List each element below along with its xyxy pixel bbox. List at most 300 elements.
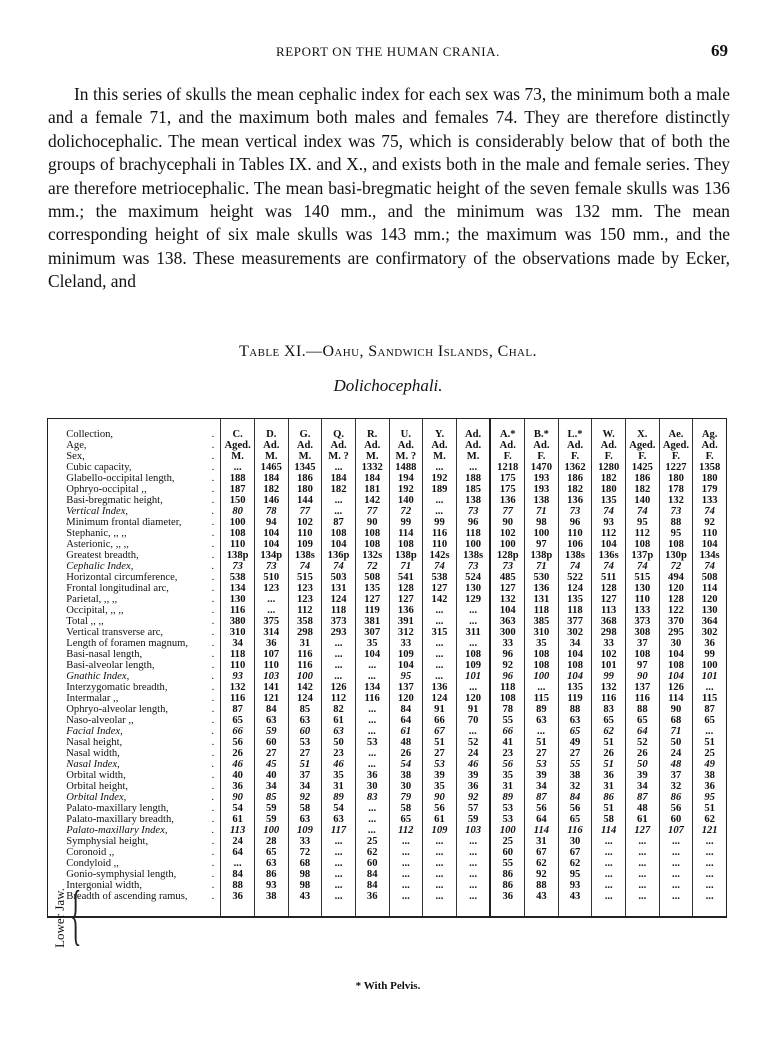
table-cell: 92 (490, 660, 524, 671)
row-label-cell (62, 572, 221, 583)
table-cell: 104 (355, 649, 389, 660)
table-cell: ... (456, 869, 490, 880)
table-cell: 108 (490, 693, 524, 704)
table-cell: 118 (558, 605, 592, 616)
table-cell: 36 (693, 781, 727, 792)
table-cell: 62 (525, 858, 559, 869)
table-cell: 91 (423, 704, 457, 715)
leader-dot: . (211, 550, 215, 561)
table-cell: 136 (558, 495, 592, 506)
table-cell: 146 (254, 495, 288, 506)
table-cell: 1465 (254, 462, 288, 473)
row-label: Orbital height, (66, 781, 129, 792)
table-cell: ... (221, 858, 255, 869)
table-cell: 80 (221, 506, 255, 517)
table-row (48, 704, 727, 715)
table-cell: 108 (525, 660, 559, 671)
table-cell: 138 (525, 495, 559, 506)
table-cell: 1227 (659, 462, 693, 473)
table-cell: 136 (389, 605, 423, 616)
table-cell: 30 (659, 638, 693, 649)
table-cell: 70 (456, 715, 490, 726)
row-label-cell (62, 506, 221, 517)
table-cell: 1488 (389, 462, 423, 473)
table-cell: ... (592, 891, 626, 916)
table-cell: 63 (558, 715, 592, 726)
table-row (48, 825, 727, 836)
table-cell: 391 (389, 616, 423, 627)
table-cell: 98 (288, 869, 322, 880)
table-cell: Y. (423, 419, 457, 440)
table-cell: 92 (525, 869, 559, 880)
row-label-cell (62, 781, 221, 792)
table-cell: 124 (558, 583, 592, 594)
table-cell: 127 (490, 583, 524, 594)
table-cell: 515 (288, 572, 322, 583)
table-cell: M. (254, 451, 288, 462)
row-gutter (48, 759, 63, 770)
table-cell: 101 (592, 660, 626, 671)
table-cell: 74 (626, 561, 660, 572)
leader-dot: . (211, 649, 215, 660)
table-cell: 109 (288, 825, 322, 836)
table-cell: 132 (659, 495, 693, 506)
table-cell: 90 (355, 517, 389, 528)
table-cell: 73 (490, 561, 524, 572)
table-cell: 27 (254, 748, 288, 759)
table-cell: 120 (693, 594, 727, 605)
table-cell: ... (592, 858, 626, 869)
table-cell: 51 (592, 737, 626, 748)
table-cell: M. (355, 451, 389, 462)
table-cell: ... (423, 891, 457, 916)
row-label: Coronoid ,, (66, 847, 115, 858)
table-row (48, 726, 727, 737)
table-cell: 116 (558, 825, 592, 836)
table-cell: Aged. (659, 440, 693, 451)
table-cell: 65 (221, 715, 255, 726)
table-cell: 59 (254, 803, 288, 814)
table-cell: 123 (254, 583, 288, 594)
table-cell: 92 (693, 517, 727, 528)
table-cell: 508 (693, 572, 727, 583)
table-cell: 109 (389, 649, 423, 660)
row-label: Glabello-occipital length, (66, 473, 175, 484)
table-cell: 182 (322, 484, 356, 495)
table-cell: 293 (322, 627, 356, 638)
leader-dot: . (211, 473, 215, 484)
table-cell: ... (626, 847, 660, 858)
table-cell: 38 (389, 770, 423, 781)
table-cell: ... (322, 847, 356, 858)
table-cell: ... (525, 726, 559, 737)
table-cell: 60 (288, 726, 322, 737)
table-cell: 53 (423, 759, 457, 770)
table-cell: 187 (221, 484, 255, 495)
leader-dot: . (211, 627, 215, 638)
table-cell: ... (626, 858, 660, 869)
table-cell: 123 (288, 583, 322, 594)
table-cell: 55 (558, 759, 592, 770)
table-cell: 64 (389, 715, 423, 726)
table-cell: ... (423, 869, 457, 880)
table-cell: ... (592, 847, 626, 858)
row-label-cell (62, 627, 221, 638)
table-cell: Ad. (490, 440, 524, 451)
table-cell: 150 (221, 495, 255, 506)
table-cell: 124 (288, 693, 322, 704)
table-cell: 25 (693, 748, 727, 759)
table-cell: 46 (322, 759, 356, 770)
table-cell: 97 (525, 539, 559, 550)
table-cell: 142 (288, 682, 322, 693)
row-label-cell (62, 847, 221, 858)
table-cell: 140 (626, 495, 660, 506)
table-cell: 27 (423, 748, 457, 759)
table-cell: 93 (558, 880, 592, 891)
table-cell: 136s (592, 550, 626, 561)
table-cell: 298 (288, 627, 322, 638)
row-gutter (48, 693, 63, 704)
row-gutter (48, 638, 63, 649)
table-cell: 65 (693, 715, 727, 726)
table-cell: 37 (288, 770, 322, 781)
table-cell: 62 (355, 847, 389, 858)
row-label-cell (62, 561, 221, 572)
table-cell: 31 (490, 781, 524, 792)
table-cell: ... (322, 506, 356, 517)
row-label: Interzygomatic breadth, (66, 682, 168, 693)
table-cell: 48 (626, 803, 660, 814)
leader-dot: . (211, 638, 215, 649)
row-gutter (48, 847, 63, 858)
row-gutter (48, 803, 63, 814)
table-cell: ... (659, 858, 693, 869)
table-cell: 36 (355, 891, 389, 916)
table-cell: 86 (490, 880, 524, 891)
row-label: Palato-maxillary length, (66, 803, 169, 814)
row-label-cell (62, 836, 221, 847)
table-cell: 192 (423, 473, 457, 484)
table-cell: 52 (626, 737, 660, 748)
leader-dot: . (211, 451, 215, 462)
leader-dot: . (211, 803, 215, 814)
leader-dot: . (211, 517, 215, 528)
table-cell: ... (423, 858, 457, 869)
table-cell: 34 (525, 781, 559, 792)
table-cell: 45 (254, 759, 288, 770)
table-cell: 57 (456, 803, 490, 814)
table-cell: 300 (490, 627, 524, 638)
table-cell: 108 (355, 539, 389, 550)
table-cell: 63 (322, 814, 356, 825)
table-cell: 37 (659, 770, 693, 781)
table-cell: 124 (322, 594, 356, 605)
table-cell: ... (659, 880, 693, 891)
row-label: Palato-maxillary breadth, (66, 814, 174, 825)
table-cell: 74 (626, 506, 660, 517)
table-cell: 78 (490, 704, 524, 715)
table-cell: 60 (659, 814, 693, 825)
leader-dot: . (211, 869, 215, 880)
table-cell: 51 (288, 759, 322, 770)
table-cell: 194 (389, 473, 423, 484)
table-cell: 114 (659, 693, 693, 704)
table-cell: 88 (626, 704, 660, 715)
table-cell: 121 (254, 693, 288, 704)
leader-dot: . (211, 572, 215, 583)
table-cell: 71 (389, 561, 423, 572)
table-cell: 130 (626, 583, 660, 594)
table-cell: 86 (592, 792, 626, 803)
table-cell: 175 (490, 484, 524, 495)
table-cell: 98 (525, 517, 559, 528)
table-cell: 26 (626, 748, 660, 759)
table-cell: 25 (355, 836, 389, 847)
table-cell: ... (423, 462, 457, 473)
table-cell: 314 (254, 627, 288, 638)
leader-dot: . (211, 770, 215, 781)
table-cell: 302 (558, 627, 592, 638)
table-cell: 102 (288, 517, 322, 528)
table-cell: 65 (626, 715, 660, 726)
table-cell: 39 (626, 770, 660, 781)
table-cell: 110 (693, 528, 727, 539)
table-cell: 66 (221, 726, 255, 737)
table-cell: 87 (525, 792, 559, 803)
table-cell: 72 (355, 561, 389, 572)
leader-dot: . (211, 781, 215, 792)
table-cell: 50 (322, 737, 356, 748)
table-cell: F. (525, 451, 559, 462)
table-row (48, 671, 727, 682)
table-cell: ... (389, 869, 423, 880)
table-cell: U. (389, 419, 423, 440)
leader-dot: . (211, 506, 215, 517)
table-cell: 31 (322, 781, 356, 792)
row-gutter (48, 572, 63, 583)
table-cell: 120 (389, 693, 423, 704)
table-cell: 385 (525, 616, 559, 627)
table-cell: 87 (626, 792, 660, 803)
table-cell: 83 (355, 792, 389, 803)
table-cell: Ad. (558, 440, 592, 451)
table-cell: 131 (525, 594, 559, 605)
table-cell: 114 (525, 825, 559, 836)
table-cell: ... (355, 671, 389, 682)
table-cell: 108 (659, 539, 693, 550)
table-cell: 108 (456, 649, 490, 660)
row-gutter (48, 440, 63, 451)
table-cell: 132 (592, 682, 626, 693)
table-cell: 51 (423, 737, 457, 748)
table-cell: 103 (456, 825, 490, 836)
table-cell: 112 (592, 528, 626, 539)
row-label: Symphysial height, (66, 836, 149, 847)
table-cell: 34 (254, 781, 288, 792)
table-cell: 84 (389, 704, 423, 715)
table-cell: ... (355, 704, 389, 715)
table-cell: 110 (254, 660, 288, 671)
table-cell: 96 (490, 671, 524, 682)
table-cell: 120 (456, 693, 490, 704)
table-cell: 65 (558, 726, 592, 737)
leader-dot: . (211, 847, 215, 858)
table-cell: 24 (456, 748, 490, 759)
row-label: Vertical Index, (66, 506, 129, 517)
table-row (48, 561, 727, 572)
table-cell: 72 (288, 847, 322, 858)
table-row (48, 792, 727, 803)
table-cell: 64 (221, 847, 255, 858)
table-cell: 308 (626, 627, 660, 638)
table-cell: 62 (592, 726, 626, 737)
table-cell: 96 (456, 517, 490, 528)
table-cell: 90 (221, 792, 255, 803)
leader-dot: . (211, 462, 215, 473)
table-cell: 180 (659, 473, 693, 484)
table-cell: 36 (592, 770, 626, 781)
table-cell: 108 (558, 660, 592, 671)
table-cell: 23 (490, 748, 524, 759)
table-cell: 58 (389, 803, 423, 814)
table-cell: 116 (221, 605, 255, 616)
table-cell: 53 (490, 803, 524, 814)
table-row (48, 770, 727, 781)
table-cell: F. (659, 451, 693, 462)
table-cell: 515 (626, 572, 660, 583)
row-label-cell (62, 770, 221, 781)
table-row (48, 858, 727, 869)
table-cell: 89 (490, 792, 524, 803)
row-label-cell (62, 803, 221, 814)
table-cell: 56 (490, 759, 524, 770)
table-cell: 135 (558, 682, 592, 693)
table-cell: 43 (558, 891, 592, 916)
table-cell: 74 (592, 561, 626, 572)
row-label: Parietal, ,, ,, (66, 594, 118, 605)
table-cell: 62 (693, 814, 727, 825)
table-cell: 104 (558, 671, 592, 682)
table-cell: 192 (389, 484, 423, 495)
running-head-title: REPORT ON THE HUMAN CRANIA. (275, 44, 501, 59)
table-row (48, 880, 727, 891)
table-cell: 132 (221, 682, 255, 693)
table-cell: ... (322, 880, 356, 891)
table-cell: 134s (693, 550, 727, 561)
row-gutter (48, 792, 63, 803)
table-cell: ... (592, 869, 626, 880)
table-cell: 107 (659, 825, 693, 836)
row-gutter (48, 506, 63, 517)
row-label-cell (62, 594, 221, 605)
table-cell: 144 (288, 495, 322, 506)
row-label: Orbital width, (66, 770, 126, 781)
table-cell: 73 (456, 561, 490, 572)
row-label: Breadth of ascending ramus, (66, 891, 188, 902)
table-cell: ... (456, 847, 490, 858)
table-cell: 102 (490, 528, 524, 539)
table-cell: 110 (626, 594, 660, 605)
table-cell: 128 (659, 594, 693, 605)
row-label-cell (62, 550, 221, 561)
leader-dot: . (211, 440, 215, 451)
table-cell: 25 (490, 836, 524, 847)
row-label: Palato-maxillary Index, (66, 825, 168, 836)
table-cell: 58 (288, 803, 322, 814)
row-label-cell (62, 440, 221, 451)
leader-dot: . (211, 759, 215, 770)
table-cell: 104 (659, 649, 693, 660)
table-cell: ... (355, 726, 389, 737)
table-cell: 113 (592, 605, 626, 616)
table-cell: 95 (659, 528, 693, 539)
table-cell: 34 (288, 781, 322, 792)
row-label-cell (62, 517, 221, 528)
row-gutter (48, 649, 63, 660)
table-cell: 61 (221, 814, 255, 825)
row-gutter (48, 682, 63, 693)
table-cell: F. (592, 451, 626, 462)
table-cell: 530 (525, 572, 559, 583)
leader-dot: . (211, 792, 215, 803)
table-cell: 1218 (490, 462, 524, 473)
table-cell: 381 (355, 616, 389, 627)
table-cell: 63 (322, 726, 356, 737)
table-cell: 63 (254, 858, 288, 869)
table-cell: 136 (423, 682, 457, 693)
table-cell: ... (626, 836, 660, 847)
table-cell: ... (322, 836, 356, 847)
table-cell: ... (456, 616, 490, 627)
table-cell: M. ? (389, 451, 423, 462)
table-cell: 87 (322, 517, 356, 528)
table-cell: ... (423, 660, 457, 671)
table-cell: 96 (558, 517, 592, 528)
table-cell: 132 (490, 594, 524, 605)
table-cell: 189 (423, 484, 457, 495)
table-cell: R. (355, 419, 389, 440)
table-cell: 38 (693, 770, 727, 781)
table-cell: 138 (456, 495, 490, 506)
table-cell: 298 (592, 627, 626, 638)
table-cell: 107 (254, 649, 288, 660)
leader-dot: . (211, 616, 215, 627)
table-cell: ... (423, 638, 457, 649)
table-cell: ... (423, 836, 457, 847)
table-cell: 24 (659, 748, 693, 759)
lower-jaw-label-text: Lower Jaw. (52, 888, 67, 948)
table-row (48, 814, 727, 825)
table-cell: 36 (355, 770, 389, 781)
table-cell: 73 (456, 506, 490, 517)
table-cell: 104 (322, 539, 356, 550)
table-cell: 87 (221, 704, 255, 715)
row-label: Condyloid ,, (66, 858, 119, 869)
table-cell: 127 (389, 594, 423, 605)
table-cell: 136 (525, 583, 559, 594)
table-row (48, 638, 727, 649)
table-row (48, 803, 727, 814)
table-cell: ... (389, 836, 423, 847)
page-number: 69 (711, 41, 728, 60)
table-cell: 1425 (626, 462, 660, 473)
table-cell: 61 (322, 715, 356, 726)
table-cell: 71 (525, 506, 559, 517)
table-cell: 35 (322, 770, 356, 781)
table-cell: 53 (288, 737, 322, 748)
table-cell: Ad. (288, 440, 322, 451)
